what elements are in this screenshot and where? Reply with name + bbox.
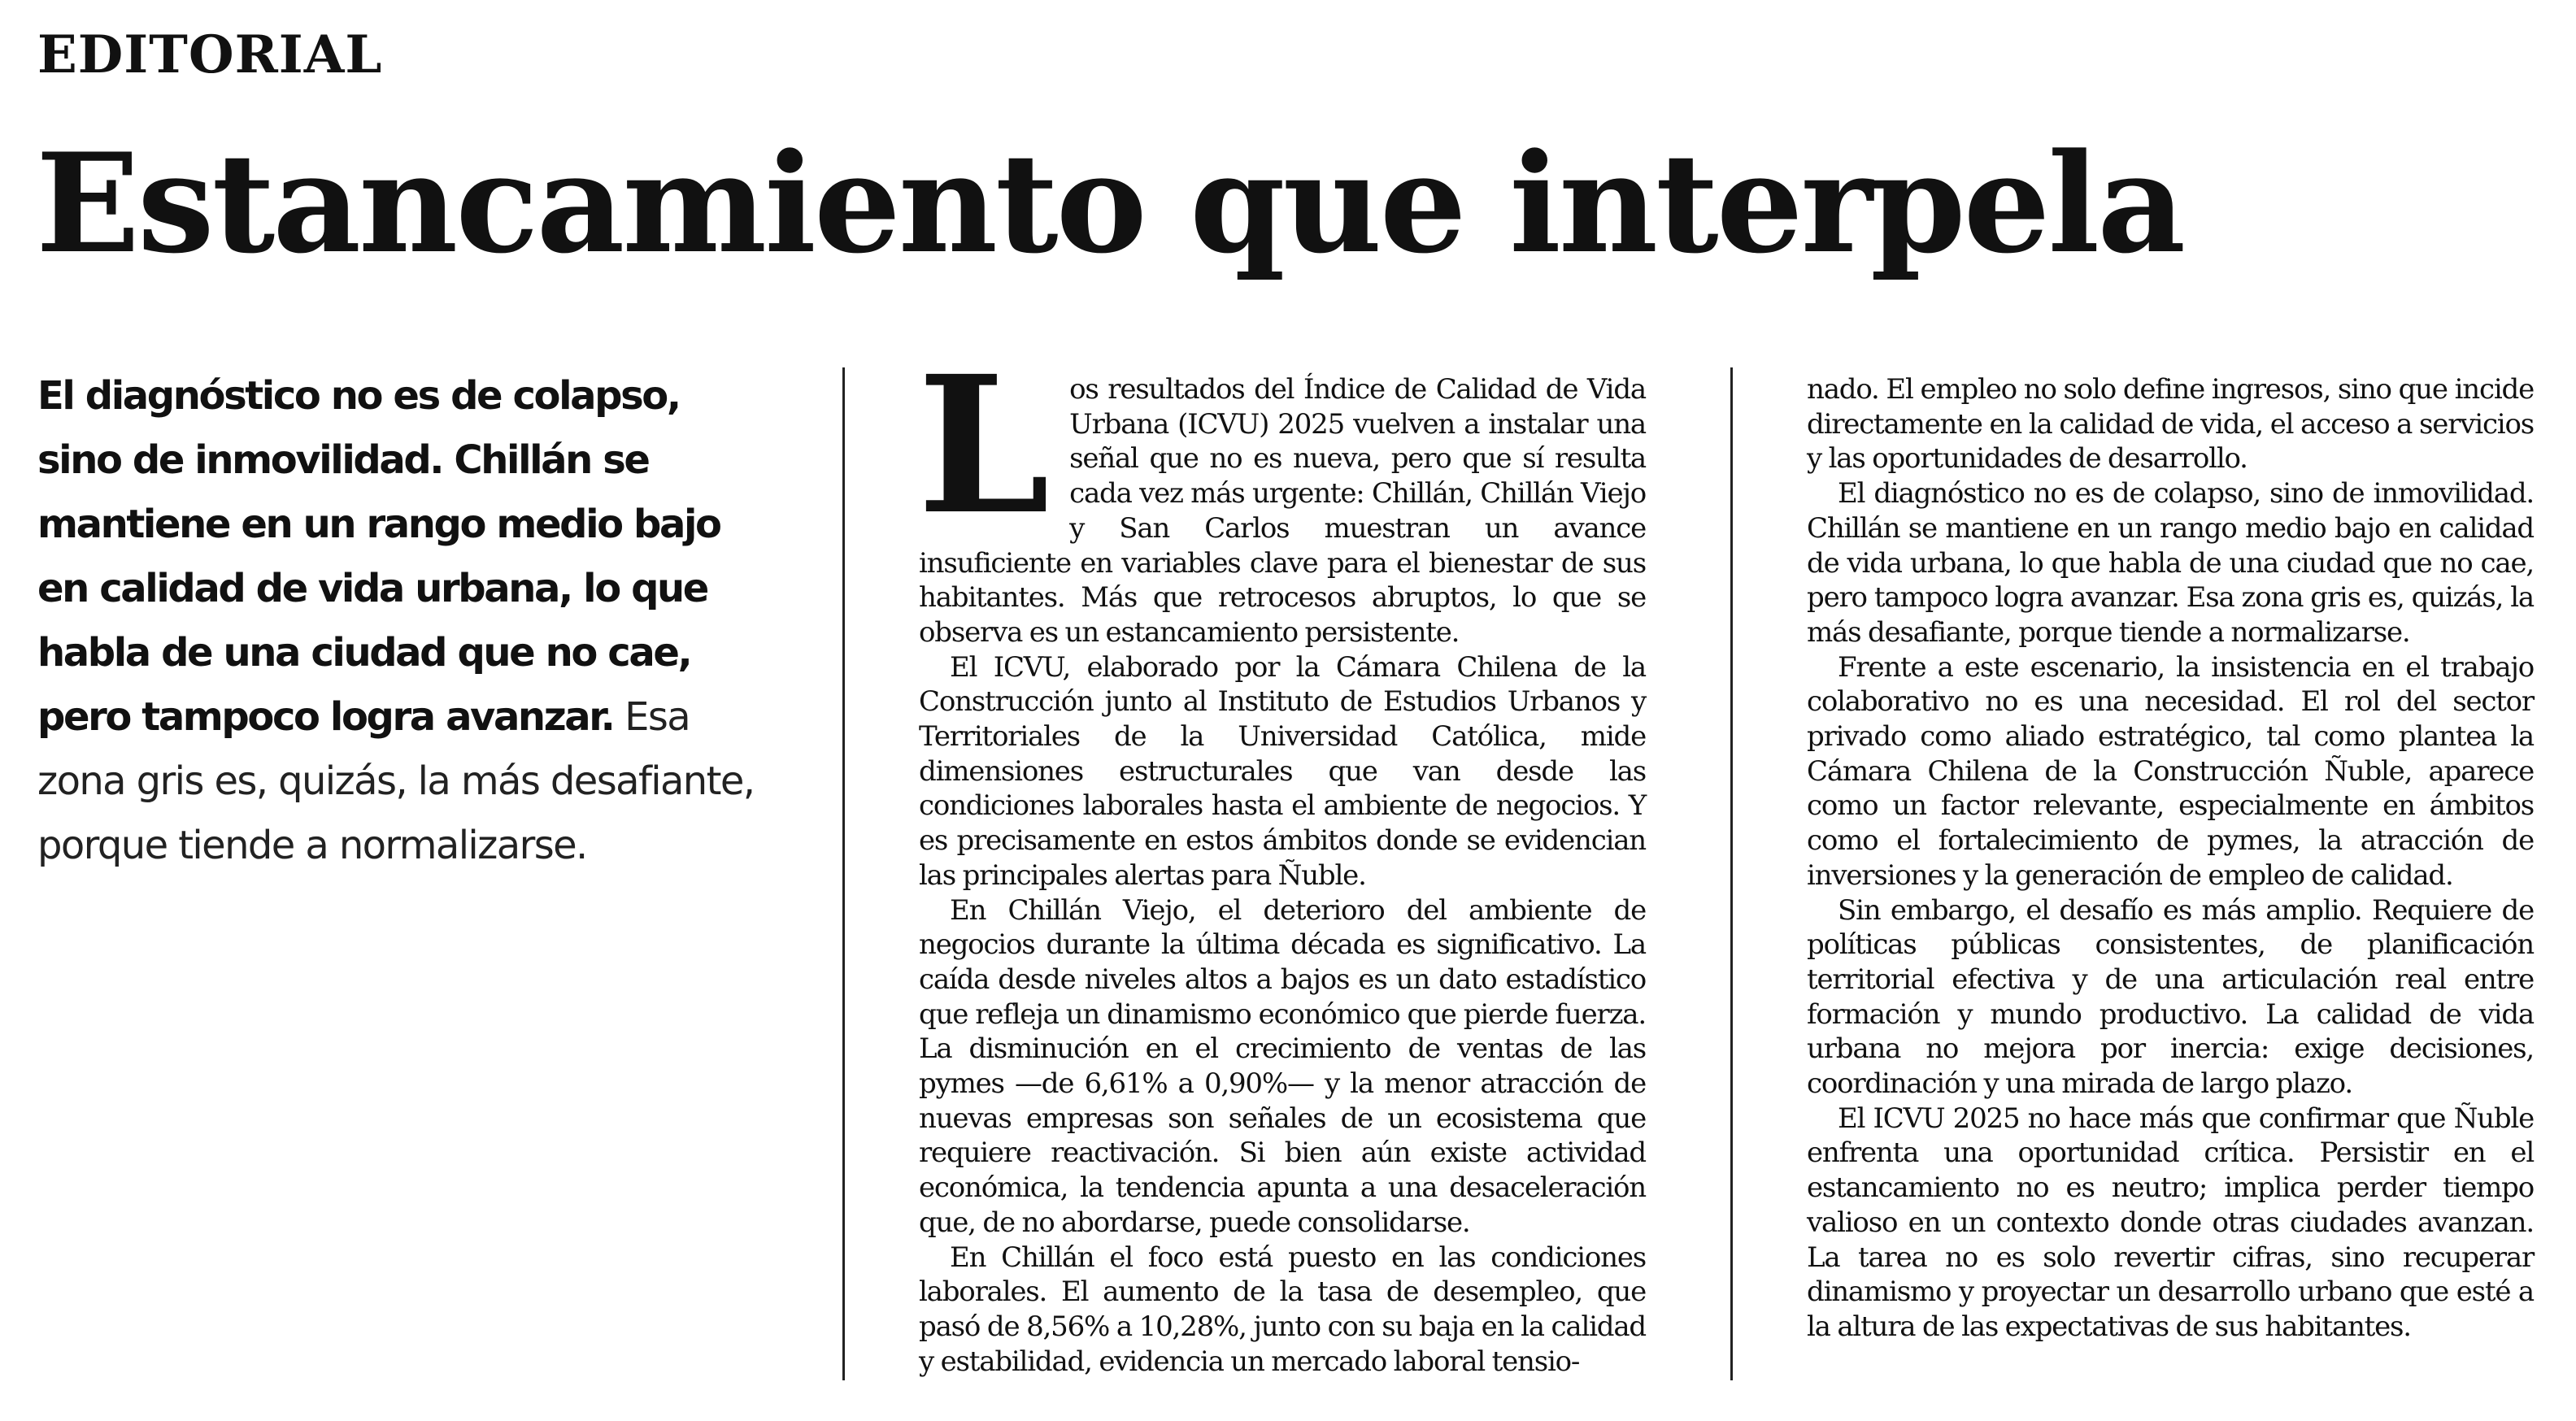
paragraph: El diagnóstico no es de colapso, sino de inmovilidad. Chillán se mantiene en un rango medio bajo en calidad de vida urbana, lo que habla de una ciudad que no cae, pero tampoco logra avanzar. Esa zona gris es, quizás, la más desafiante, porque tiende a normalizarse. [1807,477,2534,649]
paragraph: El ICVU, elaborado por la Cámara Chilena de la Construcción junto al Instituto de Estudios Urbanos y Territoriales de la Universidad Católica, mide dimensiones estructurales que van desde las condiciones laborales hasta el ambiente de negocios. Y es precisamente en estos ámbitos donde se evidencian las principales alertas para Ñuble. [919,650,1646,892]
paragraph: nado. El empleo no solo define ingresos, sino que incide directamente en la calidad de vida, el acceso a servicios y las oportunidades de desarrollo. [1807,373,2534,476]
section-label: EDITORIAL [37,24,383,85]
article-column-2 [1807,372,2534,1345]
paragraph: El ICVU 2025 no hace más que confirmar que Ñuble enfrenta una oportunidad crítica. Persistir en el estancamiento no es neutro; implica perder tiempo valioso en un contexto donde otras ciudades avanzan. La tarea no es solo revertir cifras, sino recuperar dinamismo y proyectar un desarrollo urbano que esté a la altura de las expectativas de sus habitantes. [1807,1102,2534,1343]
paragraph [917,334,1646,650]
lead-bold-text: El diagnóstico no es de colapso, sino de inmovilidad. Chillán se mantiene en un rango medio bajo en calidad de vida urbana, lo que habla de una ciudad que no cae, pero tampoco logra avanzar. [37,373,720,740]
article-column-1 [917,334,1646,1379]
column-divider-right [1730,367,1733,1380]
paragraph-text: os resultados del Índice de Calidad de Vida Urbana (ICVU) 2025 vuelven a instalar una señal que no es nueva, pero que sí resulta cada vez más urgente: Chillán, Chillán Viejo y San Carlos muestran un avance insuficiente en variables clave para el bienestar de sus habitantes. Más que retrocesos abruptos, lo que se observa es un estancamiento persistente. [919,373,1646,649]
paragraph: Frente a este escenario, la insistencia en el trabajo colaborativo no es una necesidad. El rol del sector privado como aliado estratégico, tal como plantea la Cámara Chilena de la Construcción Ñuble, aparece como un factor relevante, especialmente en ámbitos como el fortalecimiento de pymes, la atracción de inversiones y la generación de empleo de calidad. [1807,650,2534,892]
column-divider-left [842,367,845,1380]
lead-regular-text: Esa zona gris es, quizás, la más desafiante, porque tiende a normalizarse. [37,694,755,868]
paragraph: En Chillán Viejo, el deterioro del ambiente de negocios durante la última década es significativo. La caída desde niveles altos a bajos es un dato estadístico que refleja un dinamismo económico que pierde fuerza. La disminución en el crecimiento de ventas de las pymes —de 6,61% a 0,90%— y la menor atracción de nuevas empresas son señales de un ecosistema que requiere reactivación. Si bien aún existe actividad económica, la tendencia apunta a una desaceleración que, de no abordarse, puede consolidarse. [919,893,1646,1239]
headline: Estancamiento que interpela [36,123,2184,284]
paragraph: En Chillán el foco está puesto en las condiciones laborales. El aumento de la tasa de desempleo, que pasó de 8,56% a 10,28%, junto con su baja en la calidad y estabilidad, evidencia un mercado laboral tensio- [919,1241,1646,1378]
paragraph: Sin embargo, el desafío es más amplio. Requiere de políticas públicas consistentes, de planificación territorial efectiva y de una articulación real entre formación y mundo productivo. La calidad de vida urbana no mejora por inercia: exige decisiones, coordinación y una mirada de largo plazo. [1807,893,2534,1101]
drop-cap: L [917,334,1051,556]
lead-paragraph [37,364,769,878]
